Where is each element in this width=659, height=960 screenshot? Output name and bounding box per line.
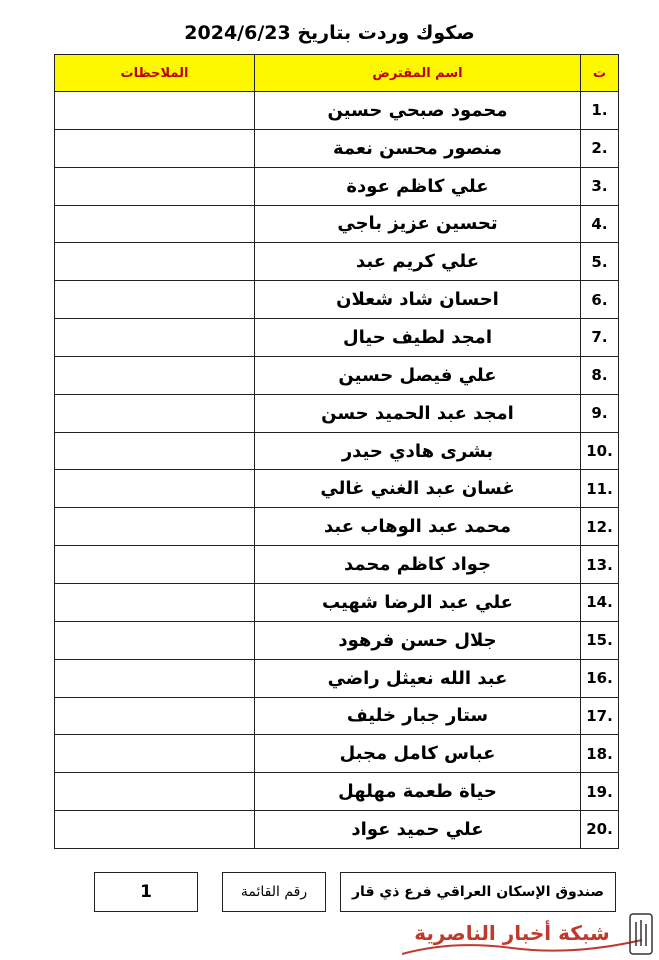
- list-number-label: رقم القائمة: [240, 884, 308, 900]
- table-row: [55, 508, 619, 546]
- row-name: تحسين عزيز باجي: [255, 205, 581, 243]
- table-row: [55, 243, 619, 281]
- row-name: علي فيصل حسين: [255, 356, 581, 394]
- row-name: جواد كاظم محمد: [255, 546, 581, 584]
- row-number: 1.: [581, 92, 619, 130]
- table-row: [55, 92, 619, 130]
- table-row: [55, 621, 619, 659]
- row-name: ستار جبار خليف: [255, 697, 581, 735]
- fund-name: صندوق الإسكان العراقي فرع ذي قار: [352, 884, 604, 900]
- borrowers-table: [54, 54, 619, 849]
- news-network-logo: [392, 910, 656, 958]
- table-row: [55, 811, 619, 849]
- header-notes: الملاحظات: [55, 55, 255, 92]
- watermark-text: شبكة أخبار الناصرية: [414, 921, 610, 945]
- row-notes: [55, 319, 255, 357]
- row-number: 8.: [581, 356, 619, 394]
- row-notes: [55, 243, 255, 281]
- row-notes: [55, 281, 255, 319]
- row-name: حياة طعمة مهلهل: [255, 773, 581, 811]
- table-row: [55, 659, 619, 697]
- table-row: [55, 583, 619, 621]
- row-notes: [55, 394, 255, 432]
- row-number: 6.: [581, 281, 619, 319]
- row-number: 11.: [581, 470, 619, 508]
- row-name: جلال حسن فرهود: [255, 621, 581, 659]
- row-notes: [55, 697, 255, 735]
- table-row: [55, 394, 619, 432]
- row-number: 5.: [581, 243, 619, 281]
- header-number: ت: [581, 55, 619, 92]
- row-number: 15.: [581, 621, 619, 659]
- row-number: 3.: [581, 167, 619, 205]
- table-row: [55, 167, 619, 205]
- row-number: 2.: [581, 129, 619, 167]
- document-title: صكوك وردت بتاريخ 2024/6/23: [184, 22, 475, 44]
- row-name: احسان شاد شعلان: [255, 281, 581, 319]
- list-number-value: 1: [140, 882, 152, 902]
- row-name: علي حميد عواد: [255, 811, 581, 849]
- row-notes: [55, 167, 255, 205]
- table-row: [55, 319, 619, 357]
- row-notes: [55, 356, 255, 394]
- table-row: [55, 356, 619, 394]
- row-notes: [55, 432, 255, 470]
- row-name: امجد عبد الحميد حسن: [255, 394, 581, 432]
- row-name: بشرى هادي حيدر: [255, 432, 581, 470]
- row-notes: [55, 546, 255, 584]
- row-notes: [55, 659, 255, 697]
- row-name: منصور محسن نعمة: [255, 129, 581, 167]
- table-row: [55, 735, 619, 773]
- row-number: 20.: [581, 811, 619, 849]
- table-row: [55, 205, 619, 243]
- row-notes: [55, 205, 255, 243]
- row-notes: [55, 735, 255, 773]
- table-row: [55, 281, 619, 319]
- fund-box: [340, 872, 616, 912]
- row-name: محمود صبحي حسين: [255, 92, 581, 130]
- table-row: [55, 432, 619, 470]
- row-notes: [55, 811, 255, 849]
- table-row: [55, 697, 619, 735]
- row-name: علي كاظم عودة: [255, 167, 581, 205]
- row-notes: [55, 92, 255, 130]
- row-notes: [55, 470, 255, 508]
- table-header-row: [55, 55, 619, 92]
- table-row: [55, 773, 619, 811]
- table-row: [55, 470, 619, 508]
- row-name: امجد لطيف حيال: [255, 319, 581, 357]
- row-number: 16.: [581, 659, 619, 697]
- table-row: [55, 546, 619, 584]
- row-number: 4.: [581, 205, 619, 243]
- row-number: 7.: [581, 319, 619, 357]
- row-number: 13.: [581, 546, 619, 584]
- row-notes: [55, 773, 255, 811]
- row-name: عبد الله نعيثل راضي: [255, 659, 581, 697]
- list-number-label-box: [222, 872, 326, 912]
- list-number-value-box: [94, 872, 198, 912]
- row-notes: [55, 129, 255, 167]
- row-number: 14.: [581, 583, 619, 621]
- header-name: اسم المقترض: [255, 55, 581, 92]
- row-notes: [55, 508, 255, 546]
- table-row: [55, 129, 619, 167]
- row-number: 9.: [581, 394, 619, 432]
- row-name: علي كريم عبد: [255, 243, 581, 281]
- row-number: 17.: [581, 697, 619, 735]
- row-name: علي عبد الرضا شهيب: [255, 583, 581, 621]
- row-number: 12.: [581, 508, 619, 546]
- row-notes: [55, 621, 255, 659]
- row-name: عباس كامل مجبل: [255, 735, 581, 773]
- row-name: محمد عبد الوهاب عبد: [255, 508, 581, 546]
- row-name: غسان عبد الغني غالي: [255, 470, 581, 508]
- row-number: 18.: [581, 735, 619, 773]
- row-notes: [55, 583, 255, 621]
- row-number: 10.: [581, 432, 619, 470]
- row-number: 19.: [581, 773, 619, 811]
